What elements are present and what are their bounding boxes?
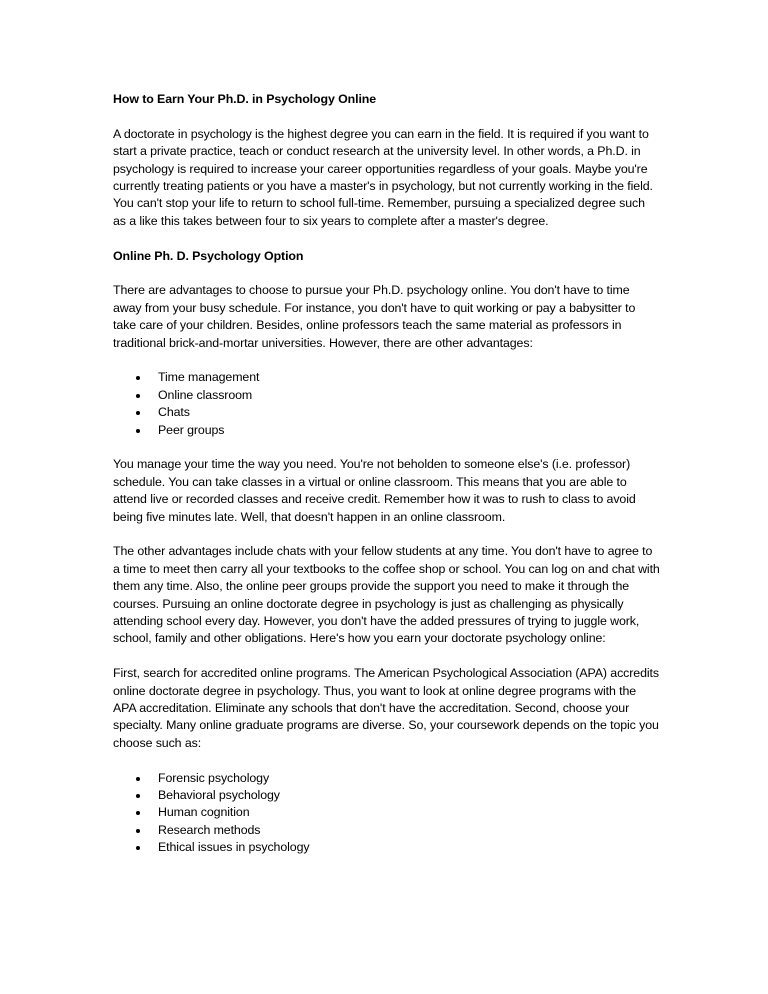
intro-paragraph: A doctorate in psychology is the highest degree you can earn in the field. It is required if you want to start a private practice, teach or conduct research at the university level. In other words, a Ph.D. in psychology is required to increase your career opportunities regardless of your goals. Maybe you're currently treating patients or you have a master's in psychology, but not currently working in the field. You can't stop your life to return to school full-time. Remember, pursuing a specialized degree such as a like this takes between four to six years to complete after a master's degree.	[113, 126, 653, 228]
list-item-text: Chats	[158, 405, 190, 420]
list-item-text: Online classroom	[158, 387, 253, 402]
list-item	[113, 770, 661, 787]
list-item	[113, 839, 661, 856]
list-item	[113, 787, 661, 804]
list-item	[113, 404, 661, 421]
chats-paragraph: The other advantages include chats with your fellow students at any time. You don't have to agree to a time to meet then carry all your textbooks to the coffee shop or school. You can log on and chat with them any time. Also, the online peer groups provide the support you need to make it through the courses. Pursuing an online doctorate degree in psychology is just as challenging as physically attending school every day. However, you don't have the added pressures of trying to juggle work, school, family and other obligations. Here's how you earn your doctorate psychology online:	[113, 544, 660, 646]
bullet-icon	[136, 811, 140, 815]
bullet-icon	[136, 829, 140, 833]
list-item	[113, 822, 661, 839]
bullet-icon	[136, 376, 140, 380]
specialties-list	[113, 770, 661, 857]
list-item	[113, 422, 661, 439]
time-management-paragraph: You manage your time the way you need. You're not beholden to someone else's (i.e. professor) schedule. You can take classes in a virtual or online classroom. This means that you are able to attend live or recorded classes and receive credit. Remember how it was to rush to class to avoid being five minutes late. Well, that doesn't happen in an online classroom.	[113, 457, 636, 524]
section-heading: Online Ph. D. Psychology Option	[113, 248, 304, 263]
list-item	[113, 369, 661, 386]
list-item-text: Human cognition	[158, 805, 250, 820]
bullet-icon	[136, 429, 140, 433]
list-item-text: Behavioral psychology	[158, 788, 280, 803]
list-item-text: Ethical issues in psychology	[158, 840, 310, 855]
bullet-icon	[136, 394, 140, 398]
document-body	[113, 91, 661, 874]
list-item	[113, 804, 661, 821]
list-item	[113, 387, 661, 404]
bullet-icon	[136, 777, 140, 781]
list-item-text: Time management	[158, 370, 260, 385]
list-item-text: Forensic psychology	[158, 770, 270, 785]
bullet-icon	[136, 846, 140, 850]
list-item-text: Research methods	[158, 822, 261, 837]
section-intro-paragraph: There are advantages to choose to pursue your Ph.D. psychology online. You don't have to time away from your busy schedule. For instance, you don't have to quit working or pay a babysitter to take care of your children. Besides, online professors teach the same material as professors in traditional brick-and-mortar universities. However, there are other advantages:	[113, 283, 636, 350]
bullet-icon	[136, 794, 140, 798]
advantages-list	[113, 369, 661, 439]
document-title: How to Earn Your Ph.D. in Psychology Online	[113, 92, 377, 106]
list-item-text: Peer groups	[158, 422, 225, 437]
accreditation-paragraph: First, search for accredited online programs. The American Psychological Association (APA) accredits online doctorate degree in psychology. Thus, you want to look at online degree programs with the APA accreditation. Eliminate any schools that don't have the accreditation. Second, choose your specialty. Many online graduate programs are diverse. So, your coursework depends on the topic you choose such as:	[113, 666, 659, 750]
bullet-icon	[136, 411, 140, 415]
